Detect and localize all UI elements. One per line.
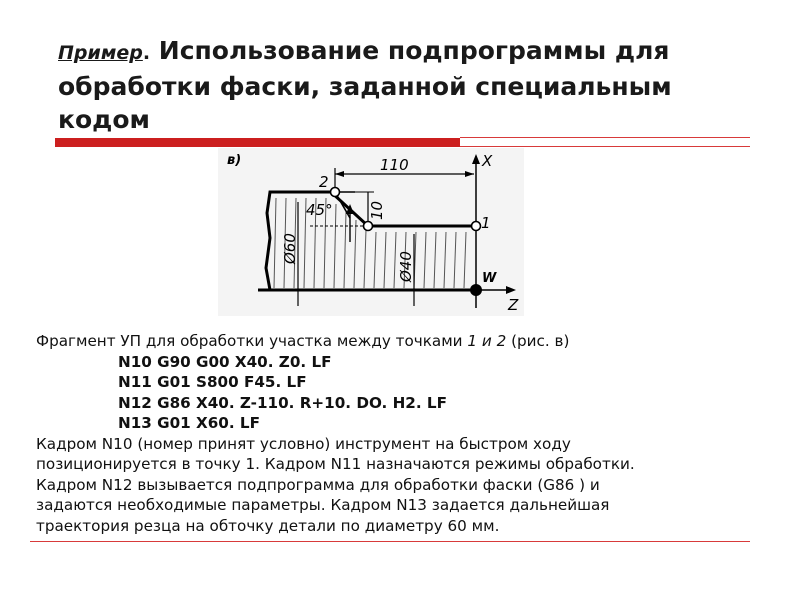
z-axis-arrow	[506, 286, 516, 294]
accent-bar	[55, 138, 460, 147]
dim-10-label: 10	[368, 200, 386, 220]
intro-text: Фрагмент УП для обработки участка между точками	[36, 332, 468, 350]
origin-label: W	[482, 271, 497, 286]
point-1-label: 1	[481, 214, 491, 232]
intro-ref: (рис. в)	[506, 332, 570, 350]
point-chamfer-end-marker	[364, 222, 373, 231]
z-axis-label: Z	[508, 296, 519, 314]
code-line-n13: N13 G01 X60. LF	[118, 414, 260, 432]
accent-line-top	[460, 137, 750, 138]
bottom-rule	[30, 541, 750, 542]
desc-line-4: задаются необходимые параметры. Кадром N13 задается дальнейшая	[36, 496, 610, 514]
desc-line-5: траектория резца на обточку детали по диаметру 60 мм.	[36, 516, 500, 535]
desc-line-2: позиционируется в точку 1. Кадром N11 назначаются режимы обработки.	[36, 455, 635, 473]
point-2-marker	[331, 188, 340, 197]
dim-110-label: 110	[380, 156, 409, 174]
title-separator: .	[142, 42, 151, 64]
point-2-label: 2	[319, 173, 329, 191]
title-prefix: Пример	[58, 42, 143, 64]
origin-marker	[470, 284, 482, 296]
angle-label: 45°	[306, 201, 333, 219]
code-line-n12: N12 G86 X40. Z-110. R+10. DO. H2. LF	[118, 393, 447, 412]
intro-line	[36, 331, 756, 352]
slide-body	[36, 331, 756, 536]
dim-110-arrow-left	[335, 171, 344, 177]
code-line-n11: N11 G01 S800 F45. LF	[118, 373, 307, 391]
x-axis-arrow	[472, 154, 480, 164]
point-1-marker	[472, 222, 481, 231]
diameter-60-label: Ø60	[281, 233, 299, 264]
code-line-n10: N10 G90 G00 X40. Z0. LF	[118, 352, 332, 371]
dim-110-arrow-right	[465, 171, 474, 177]
diameter-40-label: Ø40	[397, 251, 415, 282]
x-axis-label: X	[482, 152, 493, 170]
slide-title	[58, 34, 758, 136]
desc-line-1: Кадром N10 (номер принят условно) инструмент на быстром ходу	[36, 434, 571, 453]
title-text: Использование подпрограммы для обработки фаски, заданной специальным кодом	[58, 36, 672, 134]
desc-line-3: Кадром N12 вызывается подпрограмма для обработки фаски (G86 ) и	[36, 475, 600, 494]
panel-label: в)	[227, 153, 242, 168]
chamfer-drawing	[218, 148, 524, 316]
accent-line-bottom	[460, 146, 750, 147]
drawing-svg	[218, 148, 524, 316]
intro-points: 1 и 2	[467, 332, 507, 350]
